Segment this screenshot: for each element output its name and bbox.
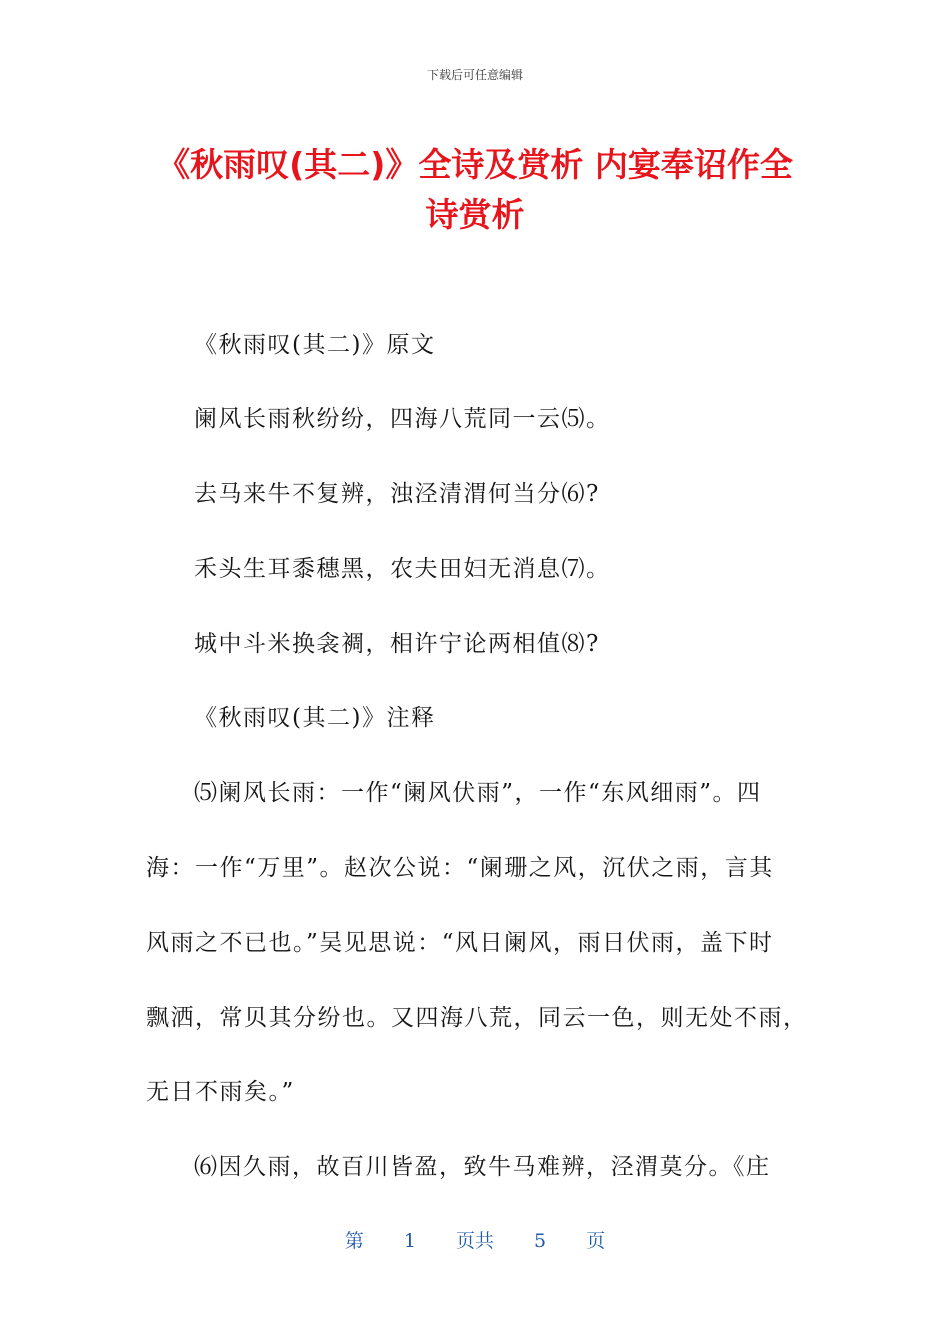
title-line-2: 诗赏析 <box>425 195 525 234</box>
note-paragraph-line: ⑸阑风长雨：一作“阑风伏雨”，一作“东风细雨”。四 <box>194 780 762 806</box>
poem-line: 禾头生耳黍穗黑，农夫田妇无消息⑺。 <box>194 556 611 582</box>
note-paragraph-line: 海：一作“万里”。赵次公说：“阑珊之风，沉伏之雨，言其 <box>146 855 774 881</box>
section-heading-notes: 《秋雨叹(其二)》注释 <box>194 705 436 731</box>
note-paragraph-line: 飘洒，常贝其分纷也。又四海八荒，同云一色，则无处不雨， <box>146 1005 808 1031</box>
title-line-1: 《秋雨叹(其二)》全诗及赏析 内宴奉诏作全 <box>157 145 793 184</box>
footer-page-suffix: 页 <box>586 1230 606 1252</box>
poem-line: 去马来牛不复辨，浊泾清渭何当分⑹? <box>194 481 600 507</box>
note-paragraph-line: ⑹因久雨，故百川皆盈，致牛马难辨，泾渭莫分。《庄 <box>194 1154 771 1180</box>
poem-line: 城中斗米换衾裯，相许宁论两相值⑻? <box>194 631 600 657</box>
footer-page-prefix: 第 <box>344 1230 364 1252</box>
note-paragraph-line: 无日不雨矣。” <box>146 1079 295 1105</box>
footer-page-number: 1 <box>403 1230 416 1252</box>
note-paragraph-line: 风雨之不已也。”吴见思说：“风日阑风，雨日伏雨，盖下时 <box>146 930 774 956</box>
section-heading-original: 《秋雨叹(其二)》原文 <box>194 332 436 358</box>
footer-total-pages: 5 <box>534 1230 547 1252</box>
page-footer <box>0 1226 950 1253</box>
header-note: 下载后可任意编辑 <box>426 68 523 82</box>
footer-page-mid: 页共 <box>455 1230 494 1252</box>
poem-line: 阑风长雨秋纷纷，四海八荒同一云⑸。 <box>194 406 611 432</box>
